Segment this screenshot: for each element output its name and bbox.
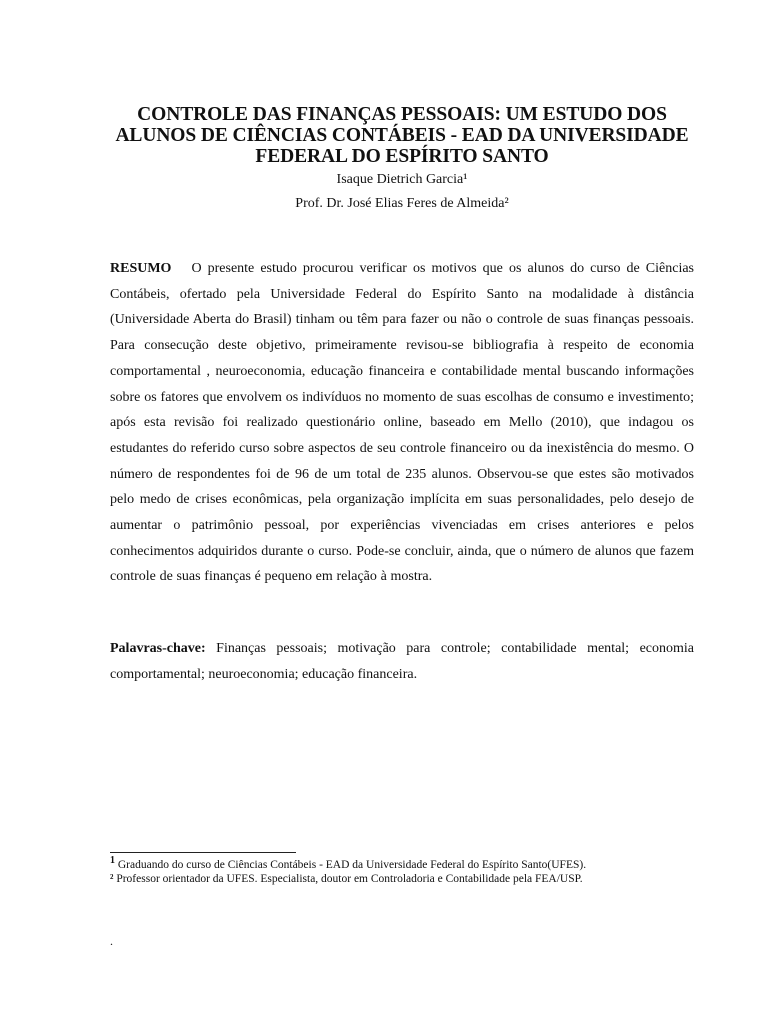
author-primary: Isaque Dietrich Garcia¹ [336,172,468,187]
paper-title: CONTROLE DAS FINANÇAS PESSOAIS: UM ESTUDO DOS ALUNOS DE CIÊNCIAS CONTÁBEIS - EAD DA UNIVERSIDADE FEDERAL DO ESPÍRITO SANTO [115,104,689,167]
abstract-text: O presente estudo procurou verificar os motivos que os alunos do curso de Ciências Contábeis, ofertado pela Universidade Federal do Espírito Santo na modalidade à distância (Universidade Aberta do Brasil) tinham ou têm para fazer ou não o controle de suas finanças pessoais. Para consecução deste objetivo, primeiramente revisou-se bibliografia à respeito de economia comportamental , neuroeconomia, educação financeira e contabilidade mental buscando informações sobre os fatores que envolvem os indivíduos no momento de suas escolhas de consumo e investimento; após esta revisão foi realizado questionário online, baseado em Mello (2010), que indagou os estudantes do referido curso sobre aspectos de seu controle financeiro ou da inexistência do mesmo. O número de respondentes foi de 96 de um total de 235 alunos. Observou-se que estes são motivados pelo medo de crises econômicas, pela organização implícita em suas personalidades, pelo desejo de aumentar o patrimônio pessoal, por experiências vivenciadas em crises anteriores e pelos conhecimentos adquiridos durante o curso. Pode-se concluir, ainda, que o número de alunos que fazem controle de suas finanças é pequeno em relação à mostra. [110,261,694,585]
author-advisor: Prof. Dr. José Elias Feres de Almeida² [295,196,509,211]
keywords-label: Palavras-chave: [110,641,206,656]
keywords-text: Finanças pessoais; motivação para controle; contabilidade mental; economia comportamental; neuroeconomia; educação financeira. [110,641,694,682]
footnotes [110,855,710,886]
author-list [100,168,704,216]
footnote-2 [110,872,710,886]
trailing-mark: . [110,934,113,948]
footnote-separator [110,852,296,853]
keywords-paragraph [110,636,694,687]
footnote-2-text: Professor orientador da UFES. Especialista, doutor em Controladoria e Contabilidade pela FEA/USP. [113,873,583,885]
abstract-label: RESUMO [110,261,172,276]
footnote-1 [110,855,710,872]
abstract-paragraph [110,256,694,590]
footnote-1-mark: 1 [110,855,115,867]
footnote-2-mark: ² [110,873,114,885]
footnote-1-text: Graduando do curso de Ciências Contábeis - EAD da Universidade Federal do Espírito Santo(UFES). [115,859,587,871]
